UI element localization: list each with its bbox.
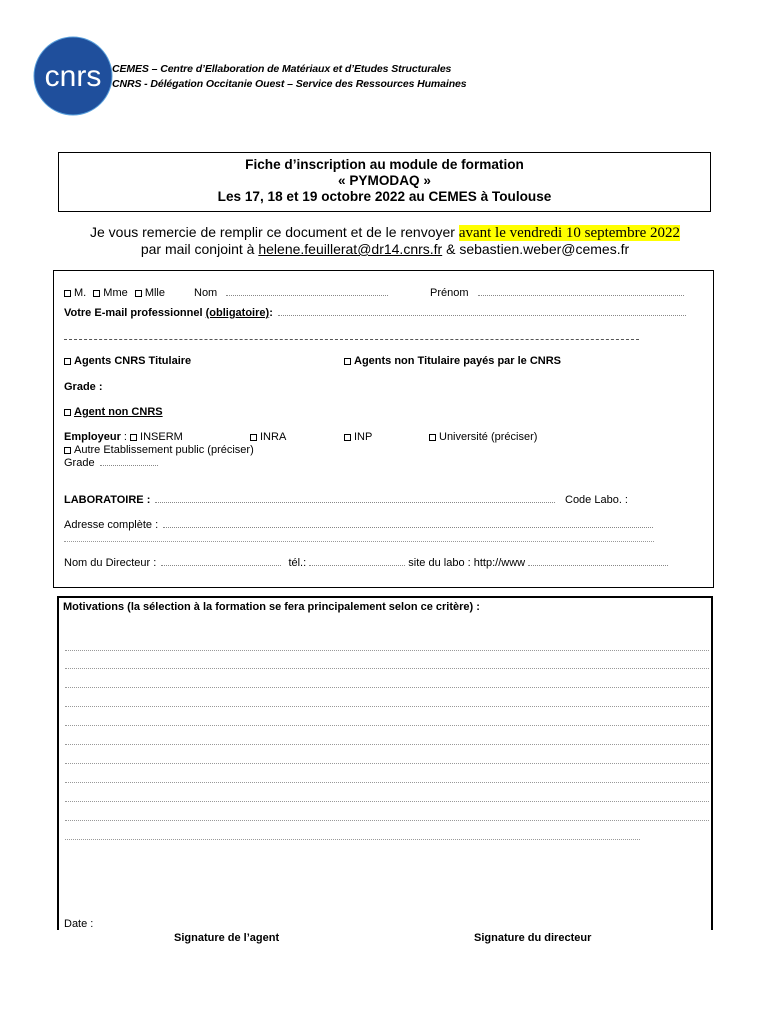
civility-row [64,287,165,299]
nom-line[interactable] [226,287,388,296]
checkbox-titulaire[interactable] [64,358,71,365]
email-link-helene[interactable]: helene.feuillerat@dr14.cnrs.fr [258,241,443,257]
checkbox-mme[interactable] [93,290,100,297]
tel-line[interactable] [309,557,405,566]
adresse-line[interactable] [163,519,653,528]
signature-directeur: Signature du directeur [474,932,592,944]
prenom-label: Prénom [430,287,469,299]
civ-m-label: M. [74,287,87,299]
motivation-line[interactable] [65,763,709,764]
adresse-label: Adresse complète : [64,519,159,531]
agents-non-titulaire[interactable] [344,355,561,367]
inp-label: INP [354,431,373,443]
grade-label: Grade : [64,381,103,393]
civ-mlle-label: Mlle [144,287,165,299]
inra-label: INRA [260,431,287,443]
title-line-3: Les 17, 18 et 19 octobre 2022 au CEMES à Toulouse [217,189,552,204]
motivation-line[interactable] [65,706,709,707]
checkbox-m[interactable] [64,290,71,297]
intro-text-2: par mail conjoint à [140,241,259,257]
prenom-line[interactable] [478,287,684,296]
agents-titulaire-label: Agents CNRS Titulaire [74,355,192,367]
emp-autre[interactable] [64,444,254,456]
directeur-field[interactable] [64,557,668,569]
intro-line-2 [0,241,770,257]
checkbox-inra[interactable] [250,434,257,441]
agents-non-titulaire-label: Agents non Titulaire payés par le CNRS [354,355,562,367]
grade2-label: Grade [64,457,95,469]
motivation-label: Motivations (la sélection à la formation se fera principalement selon ce critère) : [63,601,480,613]
cnrs-logo [33,36,113,116]
adresse-line-2[interactable] [64,541,654,542]
deadline-highlight: avant le vendredi 10 septembre 2022 [458,225,681,241]
title-line-2: « PYMODAQ » [338,173,431,188]
checkbox-universite[interactable] [429,434,436,441]
separator-dashes [64,339,639,340]
employeur-colon: : [120,431,131,443]
email-label: Votre E-mail professionnel [64,307,203,319]
signature-agent: Signature de l’agent [174,932,280,944]
inserm-label: INSERM [140,431,183,443]
date-label: Date : [64,918,94,930]
grade2-field[interactable] [64,457,158,469]
checkbox-non-cnrs[interactable] [64,409,71,416]
prenom-field[interactable] [430,287,684,299]
checkbox-autre[interactable] [64,447,71,454]
motivation-line[interactable] [65,782,709,783]
agents-titulaire[interactable] [64,355,191,367]
svg-text:cnrs: cnrs [44,60,102,93]
agent-non-cnrs[interactable] [64,406,163,418]
motivation-line[interactable] [65,650,709,651]
email-line[interactable] [278,307,686,316]
motivation-line[interactable] [65,668,709,669]
nom-field[interactable] [194,287,388,299]
employeur-row [64,431,183,443]
header-line-2: CNRS - Délégation Occitanie Ouest – Service des Ressources Humaines [112,78,467,90]
checkbox-non-titulaire[interactable] [344,358,351,365]
header-line-1: CEMES – Centre d’Ellaboration de Matériaux et d’Etudes Structurales [112,63,452,75]
motivation-line[interactable] [65,820,709,821]
directeur-line[interactable] [161,557,281,566]
grade2-line[interactable] [100,457,158,466]
checkbox-inserm[interactable] [130,434,137,441]
motivation-line[interactable] [65,839,640,840]
universite-label: Université (préciser) [439,431,538,443]
emp-inp[interactable] [344,431,372,443]
info-box [53,270,714,588]
tel-label: tél.: [288,557,307,569]
email-colon: : [269,307,273,319]
autre-label: Autre Etablissement public (préciser) [74,444,254,456]
motivation-line[interactable] [65,744,709,745]
intro-text-3: & sebastien.weber@cemes.fr [442,241,630,257]
intro-line-1 [0,224,770,242]
nom-label: Nom [194,287,218,299]
employeur-label: Employeur [64,431,121,443]
motivation-line[interactable] [65,687,709,688]
motivation-line[interactable] [65,725,709,726]
motivation-box [57,596,713,930]
code-labo: Code Labo. : [565,494,628,506]
agent-non-cnrs-label: Agent non CNRS [74,406,163,418]
directeur-label: Nom du Directeur : [64,557,157,569]
labo-field[interactable] [64,494,555,506]
title-line-1: Fiche d’inscription au module de formation [245,157,524,172]
email-required: (obligatoire) [205,307,270,319]
intro-text: Je vous remercie de remplir ce document et de le renvoyer [89,224,459,240]
site-label: site du labo : http://www [408,557,526,569]
labo-line[interactable] [155,494,555,503]
motivation-line[interactable] [65,801,709,802]
adresse-field[interactable] [64,519,653,531]
title-box [58,152,711,212]
emp-univ[interactable] [429,431,537,443]
labo-label: LABORATOIRE : [64,494,151,506]
site-line[interactable] [528,557,668,566]
checkbox-mlle[interactable] [135,290,142,297]
civ-mme-label: Mme [103,287,128,299]
checkbox-inp[interactable] [344,434,351,441]
email-field[interactable] [64,307,686,319]
emp-inra[interactable] [250,431,286,443]
